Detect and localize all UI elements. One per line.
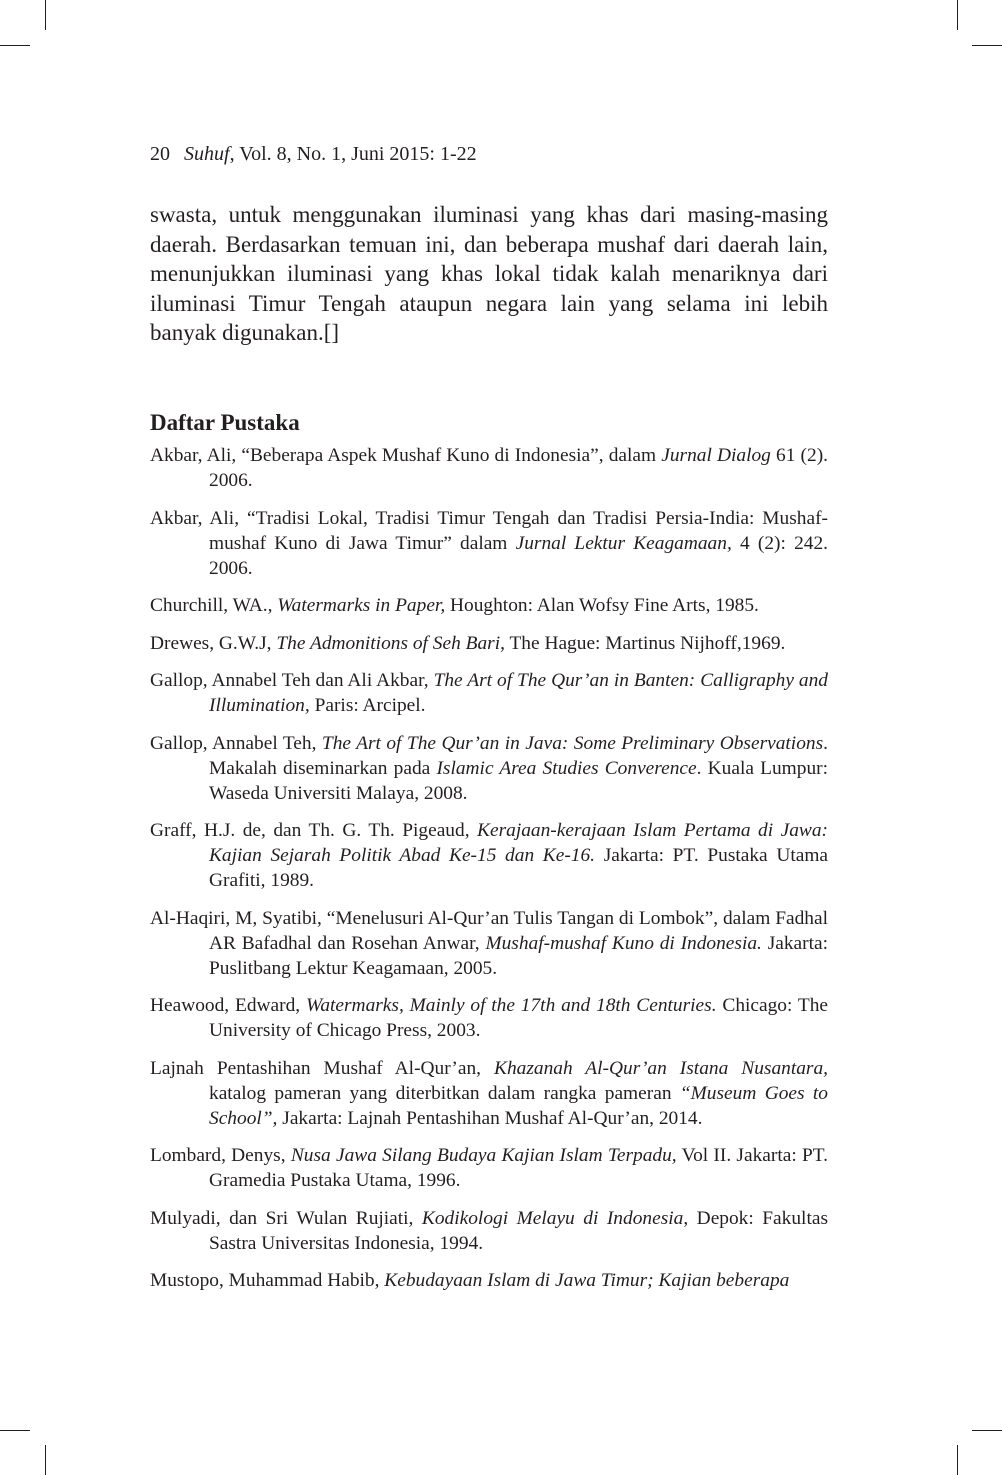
- crop-mark: [0, 45, 30, 46]
- reference-entry: [150, 443, 828, 493]
- reference-text: Mustopo, Muhammad Habib,: [150, 1270, 385, 1291]
- running-head: [150, 141, 477, 167]
- reference-title: Kodikologi Melayu di Indonesia: [421, 1207, 684, 1229]
- reference-list: [150, 443, 828, 1306]
- reference-title: The Admonitions of Seh Bari: [276, 632, 501, 654]
- reference-text: . Kuala Lumpur: Waseda Universiti Malaya, 2008.: [209, 757, 829, 804]
- reference-title: The Art of The Qur’an in Java: Some Preliminary Observations: [321, 732, 824, 754]
- reference-text: Mulyadi, dan Sri Wulan Rujiati,: [150, 1207, 422, 1229]
- reference-entry: [150, 1206, 828, 1256]
- reference-text: Lombard, Denys,: [150, 1145, 291, 1166]
- reference-title: Islamic Area Studies Converence: [436, 757, 697, 779]
- crop-mark: [45, 1445, 46, 1475]
- crop-mark: [0, 1430, 30, 1431]
- reference-entry: [150, 668, 828, 718]
- reference-title: Kerajaan-kerajaan Islam Pertama di Jawa: Kajian Sejarah Politik Abad Ke-15 dan Ke-16.: [209, 820, 828, 866]
- journal-name: Suhuf: [184, 143, 230, 165]
- reference-title: Kebudayaan Islam di Jawa Timur; Kajian beberapa: [384, 1270, 790, 1291]
- reference-text: Jakarta: PT. Pustaka Utama Grafiti, 1989.: [209, 845, 829, 891]
- reference-text: Chicago: The University of Chicago Press, 2003.: [209, 995, 829, 1041]
- reference-text: Akbar, Ali, “Tradisi Lokal, Tradisi Timur Tengah dan Tradisi Persia-India: Mushaf-mushaf Kuno di Jawa Timur” dalam: [150, 507, 828, 554]
- reference-title: Jurnal Lektur Keagamaan,: [515, 532, 732, 554]
- reference-entry: [150, 506, 828, 581]
- reference-text: Houghton: Alan Wofsy Fine Arts, 1985.: [445, 595, 759, 616]
- reference-text: Drewes, G.W.J,: [150, 632, 277, 654]
- reference-entry: [150, 731, 828, 806]
- reference-text: Graff, H.J. de, dan Th. G. Th. Pigeaud,: [150, 820, 478, 841]
- crop-mark: [957, 0, 958, 30]
- section-heading: Daftar Pustaka: [150, 410, 300, 435]
- reference-title: Watermarks, Mainly of the 17th and 18th Centuries.: [305, 995, 717, 1016]
- reference-text: Lajnah Pentashihan Mushaf Al-Qur’an,: [150, 1057, 495, 1079]
- reference-text: Jakarta: Lajnah Pentashihan Mushaf Al-Qur’an, 2014.: [277, 1107, 703, 1129]
- reference-entry: [150, 993, 828, 1043]
- reference-text: Akbar, Ali, “Beberapa Aspek Mushaf Kuno di Indonesia”, dalam: [150, 445, 662, 466]
- reference-text: 61 (2). 2006.: [209, 445, 829, 491]
- reference-title: Mushaf-mushaf Kuno di Indonesia.: [485, 932, 762, 954]
- crop-mark: [972, 1430, 1002, 1431]
- reference-text: Gallop, Annabel Teh dan Ali Akbar,: [150, 670, 434, 691]
- crop-mark: [45, 0, 46, 30]
- reference-entry: [150, 1056, 828, 1131]
- reference-entry: [150, 1268, 828, 1293]
- reference-text: Al-Haqiri, M, Syatibi, “Menelusuri Al-Qur’an Tulis Tangan di Lombok”, dalam Fadhal AR Bafadhal dan Rosehan Anwar,: [150, 907, 828, 954]
- reference-title: The Art of The Qur’an in Banten: Calligraphy and Illumination,: [209, 670, 828, 716]
- crop-mark: [972, 45, 1002, 46]
- journal-details: , Vol. 8, No. 1, Juni 2015: 1-22: [229, 143, 477, 165]
- reference-entry: [150, 818, 828, 893]
- reference-text: Paris: Arcipel.: [309, 695, 426, 716]
- reference-text: Heawood, Edward,: [150, 995, 306, 1016]
- reference-entry: [150, 906, 828, 981]
- reference-text: Churchill, WA.,: [150, 595, 278, 616]
- reference-entry: [150, 631, 828, 656]
- reference-title: Nusa Jawa Silang Budaya Kajian Islam Terpadu,: [290, 1145, 677, 1166]
- reference-text: katalog pameran yang diterbitkan dalam rangka pameran: [209, 1082, 680, 1104]
- reference-entry: [150, 593, 828, 618]
- reference-text: Jakarta: Puslitbang Lektur Keagamaan, 2005.: [209, 932, 828, 979]
- reference-title: “Museum Goes to School”,: [209, 1082, 828, 1129]
- reference-text: Vol II. Jakarta: PT. Gramedia Pustaka Utama, 1996.: [209, 1145, 829, 1191]
- reference-text: . Makalah diseminarkan pada: [209, 732, 828, 779]
- reference-entry: [150, 1143, 828, 1193]
- reference-title: Jurnal Dialog: [661, 445, 771, 466]
- reference-title: Watermarks in Paper,: [277, 595, 446, 616]
- reference-text: , The Hague: Martinus Nijhoff,1969.: [500, 632, 786, 654]
- body-paragraph: swasta, untuk menggunakan iluminasi yang khas dari masing-masing daerah. Berdasarkan temuan ini, dan beberapa mushaf dari daerah lain, menunjukkan iluminasi yang khas lokal tidak kalah menariknya dari iluminasi Timur Tengah ataupun negara lain yang selama ini lebih banyak digunakan.[]: [150, 202, 828, 345]
- reference-text: 4 (2): 242. 2006.: [209, 532, 828, 579]
- reference-text: Gallop, Annabel Teh,: [150, 732, 322, 754]
- reference-text: , Depok: Fakultas Sastra Universitas Indonesia, 1994.: [209, 1207, 828, 1254]
- reference-title: Khazanah Al-Qur’an Istana Nusantara,: [494, 1057, 829, 1079]
- crop-mark: [957, 1445, 958, 1475]
- page-number: 20: [150, 143, 170, 165]
